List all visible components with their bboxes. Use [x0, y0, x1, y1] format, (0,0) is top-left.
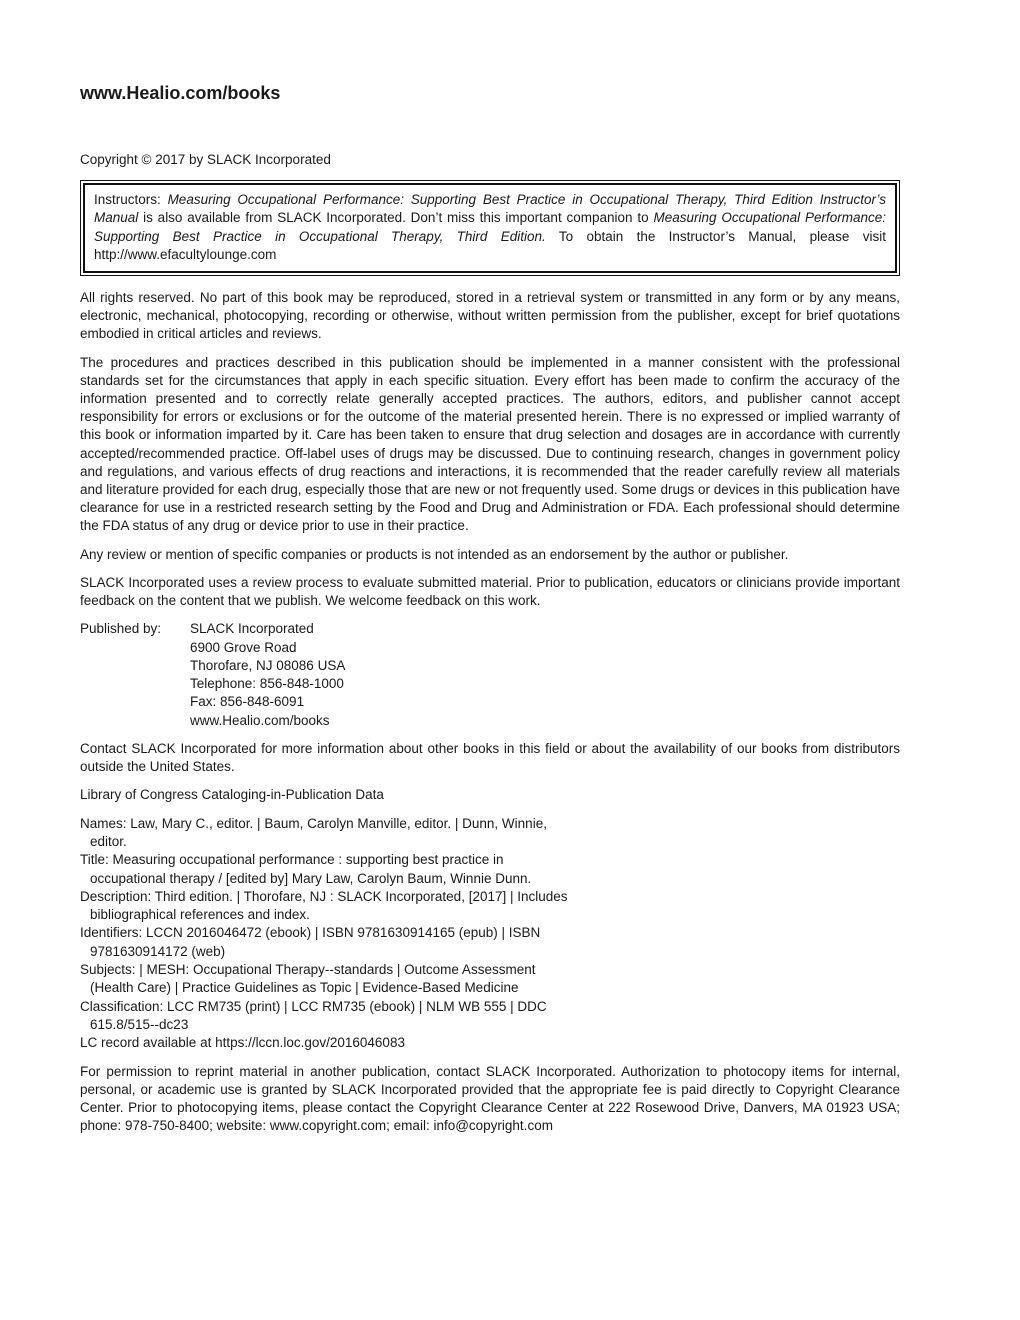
cip-entry: Identifiers: LCCN 2016046472 (ebook) | ISBN 9781630914165 (epub) | ISBN 9781630914172 (web)	[80, 925, 541, 959]
instructor-manual-title: Measuring Occupational Performance: Supporting Best Practice in Occupational Therapy, Third Edition Instructor’s Manual	[94, 192, 886, 226]
cip-entry: Description: Third edition. | Thorofare, NJ : SLACK Incorporated, [2017] | Includes bibliographical references and index.	[80, 888, 568, 923]
cip-entry: Classification: LCC RM735 (print) | LCC RM735 (ebook) | NLM WB 555 | DDC 615.8/515--dc23	[80, 998, 547, 1032]
instructor-mid: is also available from SLACK Incorporated. Don’t miss this important companion to	[138, 210, 654, 226]
cip-entry: Subjects: | MESH: Occupational Therapy--standards | Outcome Assessment (Health Care) | Practice Guidelines as Topic | Evidence-Based Medicine	[80, 962, 536, 996]
instructor-tail: To obtain the Instructor’s Manual, please visit http://www.efacultylounge.com	[94, 228, 887, 262]
publisher-line: 6900 Grove Road	[190, 639, 297, 655]
companion-title: Measuring Occupational Performance: Supporting Best Practice in Occupational Therapy, Third Edition.	[94, 210, 886, 244]
publisher-line: Thorofare, NJ 08086 USA	[190, 657, 346, 673]
instructor-notice-box	[80, 180, 900, 276]
publisher-address	[190, 620, 345, 730]
cip-data	[80, 815, 900, 1053]
publisher-label: Published by:	[80, 621, 162, 637]
copyright-line: Copyright © 2017 by SLACK Incorporated	[80, 152, 331, 167]
cip-entry: Names: Law, Mary C., editor. | Baum, Carolyn Manville, editor. | Dunn, Winnie, editor.	[80, 815, 547, 849]
site-url-heading[interactable]: www.Healio.com/books	[80, 83, 281, 103]
publisher-line: Fax: 856-848-6091	[190, 694, 305, 710]
contact-paragraph: Contact SLACK Incorporated for more information about other books in this field or about the availability of our books from distributors outside the United States.	[80, 741, 900, 775]
rights-paragraph: All rights reserved. No part of this book may be reproduced, stored in a retrieval system or transmitted in any form or by any means, electronic, mechanical, photocopying, recording or otherwise, without written permission from the publisher, except for brief quotations embodied in critical articles and reviews.	[80, 290, 900, 342]
lc-record: LC record available at https://lccn.loc.gov/2016046083	[80, 1035, 405, 1051]
publisher-block	[80, 620, 900, 730]
publisher-url[interactable]: www.Healio.com/books	[190, 712, 330, 728]
publisher-line: SLACK Incorporated	[190, 621, 314, 637]
permission-paragraph: For permission to reprint material in another publication, contact SLACK Incorporated. Authorization to photocopy items for internal, personal, or academic use is granted by SLACK Incorporated provided that the appropriate fee is paid directly to Copyright Clearance Center. Prior to photocopying items, please contact the Copyright Clearance Center at 222 Rosewood Drive, Danvers, MA 01923 USA; phone: 978-750-8400; website: www.copyright.com; email: info@copyright.com	[80, 1063, 900, 1134]
procedures-paragraph: The procedures and practices described in this publication should be implemented in a manner consistent with the professional standards set for the circumstances that apply in each specific situation. Every effort has been made to confirm the accuracy of the information presented and to correctly relate generally accepted practices. The authors, editors, and publisher cannot accept responsibility for errors or exclusions or for the outcome of the material presented herein. There is no expressed or implied warranty of this book or information imparted by it. Care has been taken to ensure that drug selection and dosages are in accordance with currently accepted/recommended practice. Off-label uses of drugs may be discussed. Due to continuing research, changes in government policy and regulations, and various effects of drug reactions and interactions, it is recommended that the reader carefully review all materials and literature provided for each drug, especially those that are new or not frequently used. Some drugs or devices in this publication have clearance for use in a restricted research setting by the Food and Drug and Administration or FDA. Each professional should determine the FDA status of any drug or device prior to use in their practice.	[80, 354, 900, 534]
endorsement-paragraph: Any review or mention of specific companies or products is not intended as an endorsement by the author or publisher.	[80, 546, 789, 562]
cip-heading: Library of Congress Cataloging-in-Publication Data	[80, 787, 384, 803]
publisher-line: Telephone: 856-848-1000	[190, 676, 344, 692]
instructor-lead: Instructors:	[94, 192, 168, 207]
legal-body	[80, 289, 900, 1145]
cip-entry: Title: Measuring occupational performance : supporting best practice in occupational therapy / [edited by] Mary Law, Carolyn Baum, Winnie Dunn.	[80, 852, 532, 886]
review-paragraph: SLACK Incorporated uses a review process to evaluate submitted material. Prior to publication, educators or clinicians provide important feedback on the content that we publish. We welcome feedback on this work.	[80, 574, 900, 609]
instructor-notice-text	[83, 183, 897, 273]
